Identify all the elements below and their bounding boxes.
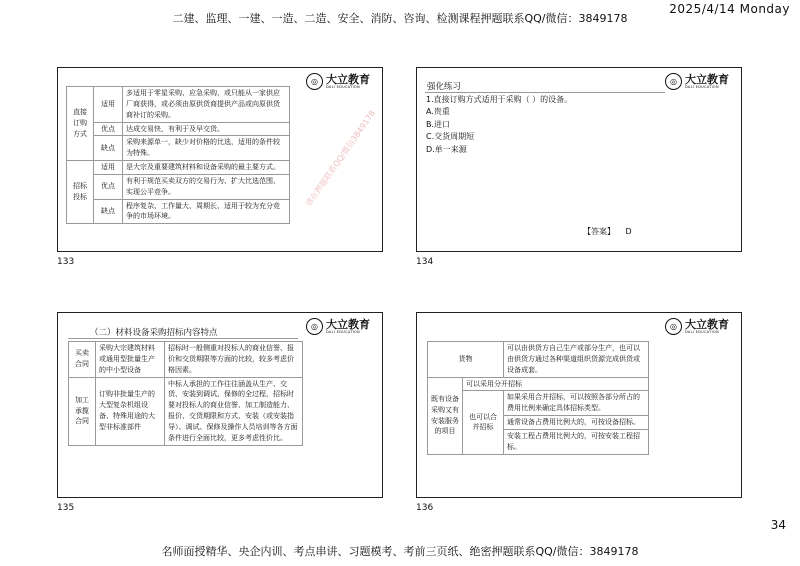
label-cell: 货物 <box>428 342 504 378</box>
label-cell: 缺点 <box>94 199 123 224</box>
option-c: C.交货周期短 <box>426 132 475 142</box>
logo-subtext: DALI EDUCATION <box>685 329 719 334</box>
logo-subtext: DALI EDUCATION <box>685 84 719 89</box>
text-cell: 招标时一般侧重对投标人的商业信誉、报价和交货期限等方面的比较，较多考虑价格因素。 <box>165 342 303 378</box>
watermark: 请在押题联系QQ/微信3849178 <box>303 108 378 209</box>
logo-text: 大立教育 <box>685 72 729 86</box>
table-row <box>69 377 303 445</box>
option-d: D.单一来源 <box>426 144 467 154</box>
logo-text: 大立教育 <box>685 317 729 331</box>
table-row <box>67 122 290 136</box>
group-cell: 既有设备采购又有安装服务的项目 <box>428 377 463 454</box>
logo-text: 大立教育 <box>326 72 370 86</box>
slide-136 <box>416 312 742 498</box>
question-text: 1.直接订购方式适用于采购（ ）的设备。 <box>426 95 573 104</box>
text-cell: 多适用于零星采购、应急采购，或只能从一家供应厂商获得，或必须由原供货商提供产品或向原供货商补订的采购。 <box>123 87 290 123</box>
table-row <box>67 174 290 199</box>
section-title: 强化练习 <box>427 82 462 92</box>
goods-table <box>427 341 649 455</box>
slide-number: 134 <box>416 257 434 267</box>
text-cell: 安装工程占费用比例大的，可按安装工程招标。 <box>504 429 649 454</box>
purchase-method-table <box>66 86 290 224</box>
label-cell: 适用 <box>94 161 123 175</box>
table-row <box>67 87 290 123</box>
option-b: B.进口 <box>426 119 451 129</box>
slide-number: 135 <box>57 503 75 513</box>
group-cell: 直接订购方式 <box>67 87 94 161</box>
table-row <box>428 342 649 378</box>
logo-subtext: DALI EDUCATION <box>326 84 360 89</box>
question-block <box>426 94 572 156</box>
logo <box>306 318 370 335</box>
text-cell: 采购来源单一，缺少对价格的比选，适用的条件较为特殊。 <box>123 136 290 161</box>
table-row <box>428 377 649 391</box>
scope-cell: 采购大宗建筑材料或通用型批量生产的中小型设备 <box>96 342 165 378</box>
logo <box>665 318 729 335</box>
slide-133 <box>57 67 383 252</box>
logo <box>665 73 729 90</box>
table-row <box>69 342 303 378</box>
text-cell: 程序复杂、工作量大、周期长、适用于较为充分竞争的市场环境。 <box>123 199 290 224</box>
slide-number: 136 <box>416 503 434 513</box>
logo <box>306 73 370 90</box>
option-a: A.贵重 <box>426 107 450 117</box>
page-footer-text: 名师面授精华、央企内训、考点串讲、习题模考、考前三页纸、绝密押题联系QQ/微信：3849178 <box>161 545 639 558</box>
label-cell: 优点 <box>94 122 123 136</box>
tender-features-table <box>68 341 303 446</box>
scope-cell: 订购非批量生产的大型复杂机组设备、特殊用途的大型非标准部件 <box>96 377 165 445</box>
logo-subtext: DALI EDUCATION <box>326 329 360 334</box>
label-cell: 优点 <box>94 174 123 199</box>
text-cell: 可以由供货方自己生产或部分生产，也可以由供货方通过各种渠道组织货源完成供货或设备成套。 <box>504 342 649 378</box>
table-row <box>67 161 290 175</box>
text-cell: 如果采用合并招标，可以按照各部分所占的费用比例来确定具体招标类型。 <box>504 391 649 416</box>
title-underline <box>425 92 665 93</box>
type-cell: 加工承揽合同 <box>69 377 96 445</box>
sub-cell: 也可以合并招标 <box>463 391 504 454</box>
answer-line <box>583 226 632 237</box>
label-cell: 缺点 <box>94 136 123 161</box>
page-number: 34 <box>770 518 786 532</box>
type-cell: 买卖合同 <box>69 342 96 378</box>
dali-logo-icon: ◎ <box>306 318 323 335</box>
slide-134 <box>416 67 742 252</box>
slide-number: 133 <box>57 257 75 267</box>
text-cell: 可以采用分开招标 <box>463 377 649 391</box>
date-label: 2025/4/14 Monday <box>669 2 790 16</box>
title-underline <box>68 338 298 339</box>
dali-logo-icon: ◎ <box>665 73 682 90</box>
page-header-text: 二建、监理、一建、一造、二造、安全、消防、咨询、检测课程押题联系QQ/微信：3849178 <box>172 12 628 25</box>
dali-logo-icon: ◎ <box>306 73 323 90</box>
text-cell: 有利于规范买卖双方的交易行为、扩大比选范围、实现公平竞争。 <box>123 174 290 199</box>
answer-label: 【答案】 <box>583 227 615 236</box>
slide-135 <box>57 312 383 498</box>
answer-value: D <box>625 227 632 236</box>
text-cell: 是大宗及重要建筑材料和设备采购的最主要方式。 <box>123 161 290 175</box>
text-cell: 中标人承担的工作往往涵盖从生产、交货、安装到调试、保修的全过程，招标时要对投标人的商业信誉、加工制造能力、报价、交货期限和方式、安装（或安装指导）、调试、保修及操作人员培训等各方面条件进行全面比较，更多考虑性价比。 <box>165 377 303 445</box>
dali-logo-icon: ◎ <box>665 318 682 335</box>
label-cell: 适用 <box>94 87 123 123</box>
text-cell: 通常设备占费用比例大的，可按设备招标。 <box>504 416 649 430</box>
text-cell: 达成交易快，有利于及早交货。 <box>123 122 290 136</box>
table-row <box>67 199 290 224</box>
table-row <box>67 136 290 161</box>
section-title: （二）材料设备采购招标内容特点 <box>90 328 218 338</box>
group-cell: 招标投标 <box>67 161 94 224</box>
logo-text: 大立教育 <box>326 317 370 331</box>
